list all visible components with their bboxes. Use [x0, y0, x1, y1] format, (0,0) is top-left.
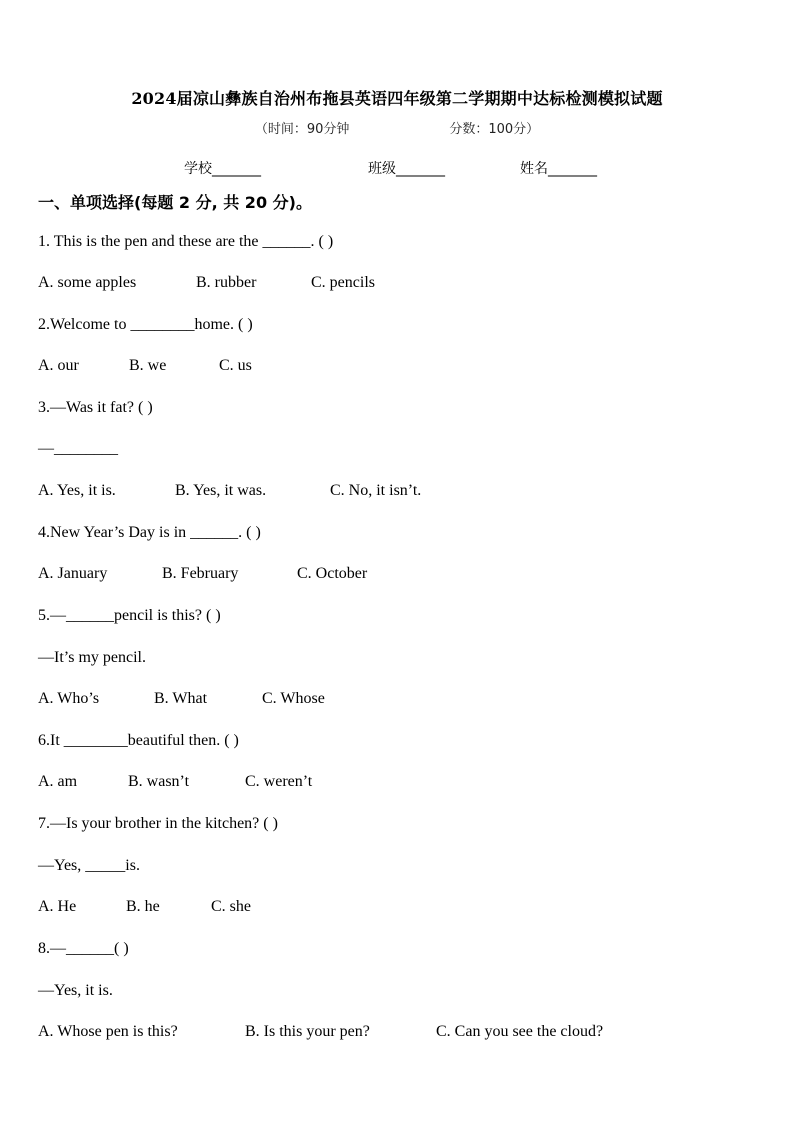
option-c: C. No, it isn’t.: [330, 482, 422, 499]
option-c: C. she: [211, 898, 251, 915]
option-b: B. rubber: [196, 274, 257, 291]
question-5-stem: 5.—______pencil is this? ( ): [38, 607, 221, 624]
question-1-options: [38, 274, 375, 292]
question-5-options: [38, 690, 325, 708]
option-a: A. He: [38, 898, 77, 915]
question-3-answer-line: —________: [38, 440, 118, 457]
question-6-options: [38, 773, 312, 791]
option-c: C. us: [219, 357, 252, 374]
option-b: B. Is this your pen?: [245, 1023, 370, 1040]
option-b: B. we: [129, 357, 167, 374]
class-field: 班级_______: [368, 161, 445, 177]
name-field: 姓名_______: [520, 161, 597, 177]
option-c: C. October: [297, 565, 368, 582]
question-8-answer-line: —Yes, it is.: [38, 982, 113, 999]
option-a: A. am: [38, 773, 78, 790]
option-a: A. our: [38, 357, 79, 374]
option-a: A. Who’s: [38, 690, 100, 707]
question-3-stem: 3.—Was it fat? ( ): [38, 399, 153, 416]
option-b: B. wasn’t: [128, 773, 190, 790]
option-b: B. Yes, it was.: [175, 482, 267, 499]
question-7-stem: 7.—Is your brother in the kitchen? ( ): [38, 815, 278, 832]
exam-score: 分数：100分）: [449, 122, 540, 137]
question-3-options: [38, 482, 421, 500]
question-4-stem: 4.New Year’s Day is in ______. ( ): [38, 524, 261, 541]
option-c: C. Can you see the cloud?: [436, 1023, 604, 1040]
option-c: C. pencils: [311, 274, 375, 291]
option-a: A. Whose pen is this?: [38, 1023, 178, 1040]
option-b: B. What: [154, 690, 208, 707]
section-title: 一、单项选择(每题 2 分, 共 20 分)。: [38, 193, 312, 212]
exam-subtitle: [0, 118, 794, 137]
exam-time: （时间：90分钟: [254, 122, 350, 137]
question-8-options: [38, 1023, 603, 1041]
question-7-answer-line: —Yes, _____is.: [38, 857, 140, 874]
option-b: B. he: [126, 898, 160, 915]
question-7-options: [38, 898, 251, 916]
question-8-stem: 8.—______( ): [38, 940, 129, 957]
option-c: C. weren’t: [245, 773, 313, 790]
question-2-stem: 2.Welcome to ________home. ( ): [38, 316, 253, 333]
exam-title: 2024届凉山彝族自治州布拖县英语四年级第二学期期中达标检测模拟试题: [131, 89, 663, 108]
question-6-stem: 6.It ________beautiful then. ( ): [38, 732, 239, 749]
option-a: A. some apples: [38, 274, 137, 291]
option-b: B. February: [162, 565, 239, 582]
option-a: A. Yes, it is.: [38, 482, 116, 499]
school-field: 学校_______: [184, 161, 261, 177]
option-c: C. Whose: [262, 690, 325, 707]
option-a: A. January: [38, 565, 108, 582]
question-5-answer-line: —It’s my pencil.: [38, 649, 146, 666]
question-4-options: [38, 565, 367, 583]
question-1-stem: 1. This is the pen and these are the ______. ( ): [38, 233, 334, 250]
question-2-options: [38, 357, 252, 375]
